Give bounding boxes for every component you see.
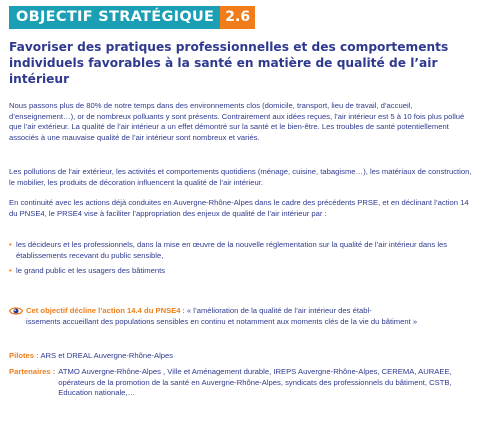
- list-item-text: les décideurs et les professionnels, dans la mise en œuvre de la nouvelle réglementation sur la qualité de l’air intérieur dans les établissements recevant du public sensible,: [16, 240, 448, 260]
- action-text-rest: issements accueillant des populations sensibles en continu et notamment aux moments clés de la vie du bâtiment »: [26, 316, 418, 326]
- action-lead: Cet objectif décline l’action 14.4 du PNSE4: [26, 306, 181, 315]
- pilotes-value: ARS et DREAL Auvergne-Rhône-Alpes: [40, 351, 174, 360]
- paragraph-intro: Nous passons plus de 80% de notre temps dans des environnements clos (domicile, transport, lieu de travail, d’accueil, d’enseignement…), or de nombreux polluants y sont présents. Contrairement aux idées reçues, l’air intérieur est 5 à 10 fois plus pollué que l’air extérieur. La qualité de l’air intérieur a un effet démontré sur la santé et le bien-être. Les troubles de santé potentiellement associés à une mauvaise qualité de l’air intérieur sont nombreux et variés.: [9, 101, 465, 142]
- action-reference: [9, 306, 475, 327]
- paragraph-continuity: En continuité avec les actions déjà conduites en Auvergne-Rhône-Alpes dans le cadre des précédents PRSE, et en déclinant l’action 14 du PNSE4, le PRSE4 vise à faciliter l’appropriation des enjeux de qualité de l’air intérieur par :: [9, 198, 469, 218]
- list-item-text: le grand public et les usagers des bâtiments: [16, 266, 166, 275]
- partenaires-label: Partenaires :: [9, 367, 56, 376]
- eye-icon: [9, 306, 23, 316]
- objective-number: 2.6: [220, 6, 255, 29]
- pilotes-label: Pilotes :: [9, 351, 39, 360]
- bullet-marker: •: [9, 240, 12, 249]
- pilotes-line: [9, 351, 475, 362]
- action-text-line1: : « l’amélioration de la qualité de l’air intérieur des établ-: [180, 306, 372, 315]
- partenaires-value: ATMO Auvergne-Rhône-Alpes , Ville et Aménagement durable, IREPS Auvergne-Rhône-Alpes, CEREMA, AURAEE, opérateurs de la promotion de la santé en Auvergne-Rhône-Alpes, syndicats des professionnels du bâtiment, CSTB, Education nationale,…: [58, 367, 452, 397]
- list-item: [9, 240, 475, 261]
- target-list: [9, 240, 475, 282]
- bullet-marker: •: [9, 266, 12, 275]
- partenaires-line: [9, 367, 475, 399]
- list-item: [9, 266, 475, 277]
- banner-title: OBJECTIF STRATÉGIQUE: [9, 6, 220, 29]
- objective-heading: Favoriser des pratiques professionnelles et des comportements individuels favorables à la santé en matière de qualité de l’air intérieur: [9, 40, 449, 86]
- objective-banner: [9, 6, 255, 29]
- paragraph-sources: Les pollutions de l’air extérieur, les activités et comportements quotidiens (ménage, cuisine, tabagisme…), les matériaux de construction, le mobilier, les produits de décoration influencent la qualité de l’air intérieur.: [9, 167, 472, 187]
